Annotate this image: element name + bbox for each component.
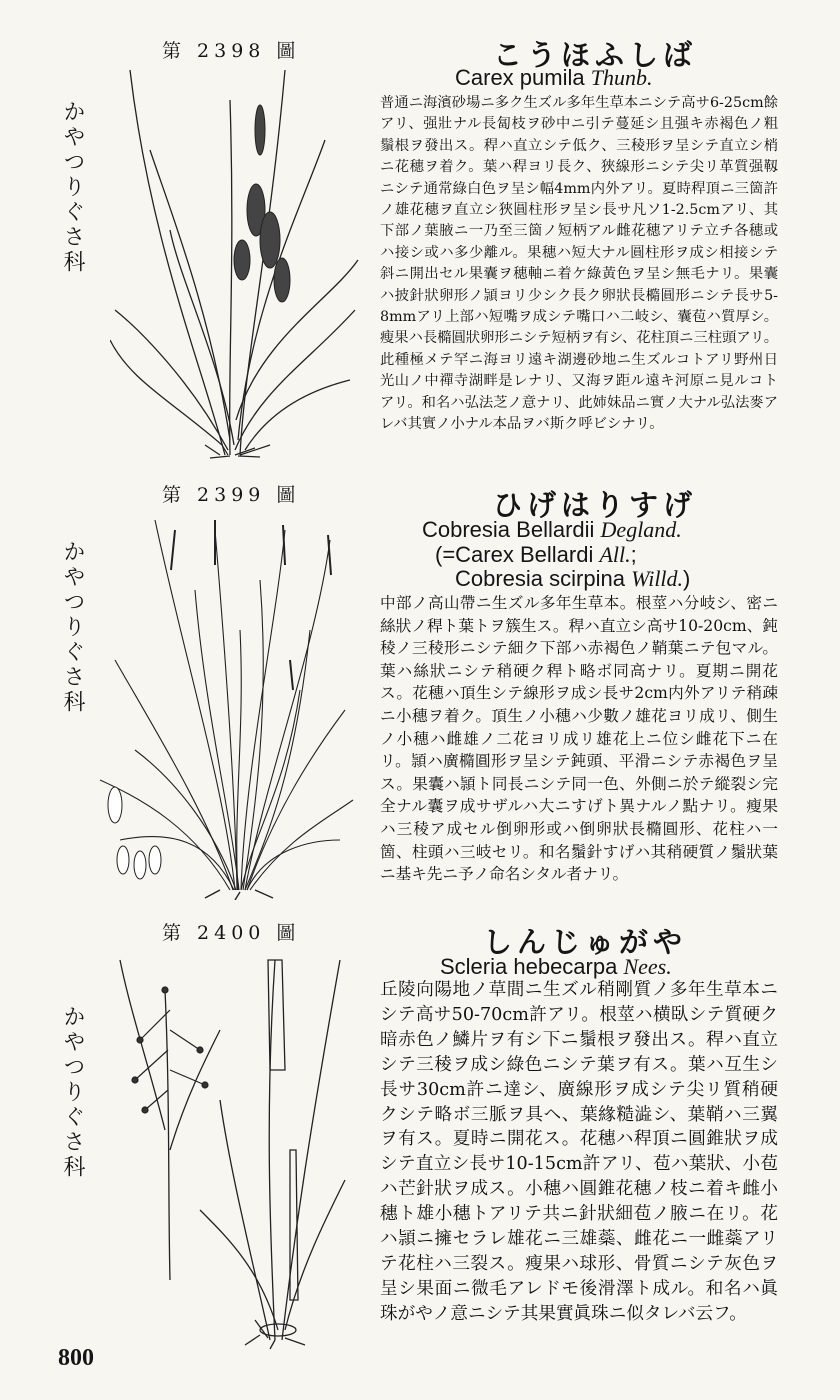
japanese-name: こうほふしば [492,38,697,72]
scientific-name [422,518,682,542]
scientific-name [440,955,672,979]
synonym-suffix: ; [630,542,637,567]
synonym-suffix: ) [683,566,691,591]
figure-label: 第 2398 圖 [162,40,301,62]
page-number: 800 [58,1345,94,1371]
binomial: Carex pumila [455,65,585,90]
japanese-name: しんじゅがや [482,925,687,959]
synonym-2 [455,567,690,591]
family-label: かやつりぐさ科 [60,1005,85,1180]
figure-label: 第 2400 圖 [162,922,301,944]
authority: Thunb. [590,65,653,90]
synonym-authority: Willd. [631,566,684,591]
synonym-binomial: Cobresia scirpina [455,566,625,591]
description: 中部ノ高山帶ニ生ズル多年生草本。根莖ハ分岐シ、密ニ絲狀ノ稈ト葉トヲ簇生ス。稈ハ直立シ高サ10-20cm、鈍稜ノ三稜形ニシテ細ク下部ハ赤褐色ノ鞘葉ニテ包マル。葉ハ絲狀ニシテ稍硬ク稈ト略ボ同高ナリ。夏期ニ開花ス。花穗ハ頂生シテ線形ヲ成シ長サ2cm内外アリテ稍疎ニ小穗ヲ着ク。頂生ノ小穗ハ少數ノ雄花ヨリ成リ、側生ノ小穗ハ雌雄ノ二花ヨリ成リ雄花上ニ位シ雌花下ニ在リ。頴ハ廣橢圓形ヲ呈シテ鈍頭、平滑ニシテ赤褐色ヲ呈ス。果囊ハ頴ト同長ニシテ同一色、外側ニ於テ縱裂シ完全ナル囊ヲ成サザルハ大ニすげト異ナルノ點ナリ。瘦果ハ三稜ア成セル倒卵形或ハ倒卵狀長橢圓形、花柱ハ一箇、柱頭ハ三岐セリ。和名鬚針すげハ其稍硬質ノ鬚狀葉ニ基キ先ニ予ノ命名シタル者ナリ。 [380,594,778,884]
family-label: かやつりぐさ科 [60,540,85,715]
illustration-scleria-hebecarpa [110,950,350,1350]
synonym-1 [435,543,637,567]
binomial: Scleria hebecarpa [440,954,618,979]
family-label: かやつりぐさ科 [60,100,85,275]
authority: Degland. [600,517,682,542]
synonym-binomial: (=Carex Bellardi [435,542,594,567]
japanese-name: ひげはりすげ [492,488,697,522]
illustration-cobresia-bellardii [95,510,355,900]
authority: Nees. [623,954,672,979]
synonym-authority: All. [599,542,631,567]
binomial: Cobresia Bellardii [422,517,595,542]
figure-label: 第 2399 圖 [162,484,301,506]
description: 丘陵向陽地ノ草間ニ生ズル稍剛質ノ多年生草本ニシテ高サ50-70cm許アリ。根莖ハ横臥シテ質硬ク暗赤色ノ鱗片ヲ有シ下ニ鬚根ヲ發出ス。稈ハ直立シテ三稜ヲ成シ綠色ニシテ葉ヲ有ス。葉ハ互生シ長サ30cm許ニ達シ、廣線形ヲ成シテ尖リ質稍硬クシテ略ボ三脈ヲ具ヘ、葉緣糙澁シ、葉鞘ハ三翼ヲ有ス。夏時ニ開花ス。花穗ハ稈頂ニ圓錐狀ヲ成シテ直立シ長サ10-15cm許アリ、苞ハ葉狀、小苞ハ芒針狀ヲ成ス。小穗ハ圓錐花穗ノ枝ニ着キ雌小穗ト雄小穗トアリテ共ニ針狀細苞ノ腋ニ在リ。花ハ頴ニ擁セラレ雄花ニ三雄蘂、雌花ニ一雌蘂アリテ花柱ハ三裂ス。瘦果ハ球形、骨質ニシテ灰色ヲ呈シ果面ニ微毛アレドモ後滑澤ト成ル。和名ハ眞珠がやノ意ニシテ其果實眞珠ニ似タレバ云フ。 [380,980,778,1324]
description: 普通ニ海濱砂場ニ多ク生ズル多年生草本ニシテ高サ6-25cm餘アリ、强壯ナル長匐枝ヲ砂中ニ引テ蔓延シ且强キ赤褐色ノ粗鬚根ヲ發出ス。稈ハ直立シテ低ク、三稜形ヲ呈シテ直立シ梢ニ花穗ヲ着ク。葉ハ稈ヨリ長ク、狹線形ニシテ尖リ革質强靱ニシテ通常綠白色ヲ呈シ幅4mm内外アリ。夏時稈頂ニ三箇許ノ雄花穗ヲ直立シ狹圓柱形ヲ呈シ長サ凡ソ1-2.5cmアリ、其下部ノ葉腋ニ一乃至三箇ノ短柄アル雌花穗アリテ立チ各穗或ハ接シ或ハ多少離ル。果穗ハ短大ナル圓柱形ヲ成シ相接シテ斜ニ開出セル果囊ヲ穗軸ニ着ケ綠黃色ヲ呈シ無毛ナリ。果囊ハ披針狀卵形ノ頴ヨリ少シク長ク卵狀長橢圓形ニシテ長サ5-8mmアリ上部ハ短嘴ヲ成シテ嘴口ハ二岐シ、囊苞ハ質厚シ。瘦果ハ長橢圓狀卵形ニシテ短柄ヲ有シ、花柱頂ニ三柱頭アリ。此種極メテ罕ニ海ヨリ遠キ湖邊砂地ニ生ズルコトアリ野州日光山ノ中禪寺湖畔是レナリ、又海ヲ距ル遠キ河原ニ見ルコトアリ。和名ハ弘法芝ノ意ナリ、此姉妹品ニ實ノ大ナル弘法麥アレバ其實ノ小ナル本品ヲバ斯ク呼ビシナリ。 [380,95,778,433]
